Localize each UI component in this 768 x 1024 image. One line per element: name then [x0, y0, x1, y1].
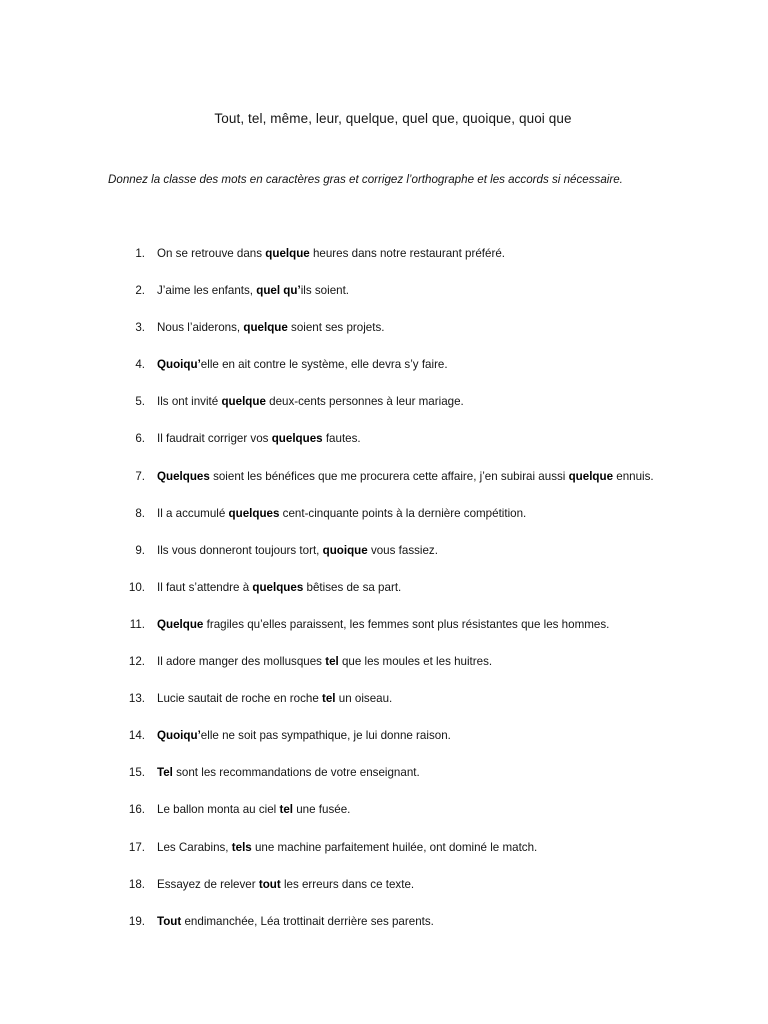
- exercise-number: 15.: [128, 766, 145, 780]
- exercise-number: 18.: [128, 877, 145, 891]
- exercise-item: [0, 542, 768, 579]
- sentence-segment: sont les recommandations de votre enseignant.: [172, 766, 420, 780]
- sentence-segment: soient ses projets.: [287, 321, 385, 335]
- sentence-segment: soient les bénéfices que me procurera cette affaire, j’en subirai aussi: [209, 469, 569, 483]
- sentence-segment: ennuis.: [613, 469, 654, 483]
- exercise-sentence: [157, 356, 448, 374]
- exercise-item: [0, 579, 768, 616]
- exercise-item: [0, 319, 768, 356]
- bold-target-word: tel: [279, 803, 293, 817]
- exercise-item: [0, 653, 768, 690]
- exercise-sentence: [157, 913, 434, 931]
- exercise-item: [0, 690, 768, 727]
- exercise-item: [0, 356, 768, 393]
- exercise-item: [0, 839, 768, 876]
- exercise-sentence: [157, 430, 361, 448]
- sentence-segment: elle ne soit pas sympathique, je lui donne raison.: [200, 729, 451, 743]
- bold-target-word: Quelque: [157, 617, 204, 631]
- sentence-segment: J’aime les enfants,: [157, 284, 257, 298]
- exercise-item: [0, 764, 768, 801]
- sentence-segment: Ils vous donneront toujours tort,: [157, 543, 323, 557]
- exercise-sentence: [157, 245, 505, 263]
- bold-target-word: quelque: [221, 395, 266, 409]
- exercise-item: [0, 913, 768, 950]
- sentence-segment: Il faut s’attendre à: [157, 580, 253, 594]
- exercise-sentence: [157, 579, 401, 597]
- bold-target-word: quelque: [265, 247, 310, 260]
- exercise-item: [0, 505, 768, 542]
- exercise-number: 13.: [128, 692, 145, 706]
- bold-target-word: tel: [325, 655, 339, 669]
- exercise-item: [0, 801, 768, 838]
- exercise-item: [0, 245, 768, 282]
- document-title: Tout, tel, même, leur, quelque, quel que, quoique, quoi que: [214, 111, 572, 126]
- exercise-number: 9.: [135, 543, 145, 557]
- exercise-number: 17.: [128, 840, 145, 854]
- exercise-item: [0, 876, 768, 913]
- exercise-number: 10.: [128, 580, 145, 594]
- exercise-item: [0, 282, 768, 319]
- bold-target-word: quelques: [252, 580, 304, 594]
- exercise-sentence: [157, 542, 438, 560]
- exercise-list: [0, 245, 768, 950]
- bold-target-word: quelque: [243, 321, 288, 335]
- exercise-number: 2.: [135, 284, 145, 298]
- sentence-segment: un oiseau.: [335, 692, 393, 706]
- exercise-number: 5.: [135, 395, 145, 409]
- instructions-text: Donnez la classe des mots en caractères gras et corrigez l’orthographe et les accords si nécessaire.: [108, 173, 623, 186]
- exercise-sentence: [157, 616, 609, 634]
- bold-target-word: quelques: [228, 506, 280, 520]
- sentence-segment: que les moules et les huitres.: [338, 655, 493, 669]
- exercise-sentence: [157, 839, 537, 857]
- exercise-item: [0, 727, 768, 764]
- bold-target-word: quoique: [322, 543, 368, 557]
- exercise-number: 19.: [128, 914, 145, 928]
- bold-target-word: Quoiqu’: [157, 358, 201, 372]
- sentence-segment: Le ballon monta au ciel: [157, 803, 280, 817]
- bold-target-word: Tout: [157, 914, 182, 928]
- sentence-segment: heures dans notre restaurant préféré.: [309, 247, 506, 260]
- sentence-segment: Les Carabins,: [157, 840, 232, 854]
- exercise-sentence: [157, 690, 392, 708]
- sentence-segment: Essayez de relever: [157, 877, 259, 891]
- bold-target-word: tels: [231, 840, 252, 854]
- exercise-sentence: [157, 801, 350, 819]
- bold-target-word: tout: [258, 877, 281, 891]
- bold-target-word: Quelques: [157, 469, 210, 483]
- exercise-sentence: [157, 319, 384, 337]
- sentence-segment: fragiles qu’elles paraissent, les femmes sont plus résistantes que les hommes.: [203, 617, 610, 631]
- exercise-item: [0, 616, 768, 653]
- bold-target-word: Quoiqu’: [157, 729, 201, 743]
- sentence-segment: fautes.: [322, 432, 361, 446]
- exercise-number: 8.: [135, 506, 145, 520]
- sentence-segment: cent-cinquante points à la dernière compétition.: [279, 506, 527, 520]
- exercise-sentence: [157, 393, 464, 411]
- sentence-segment: ils soient.: [300, 284, 350, 298]
- bold-target-word: Tel: [157, 766, 173, 780]
- exercise-sentence: [157, 727, 451, 745]
- exercise-sentence: [157, 468, 654, 486]
- sentence-segment: endimanchée, Léa trottinait derrière ses parents.: [181, 914, 434, 928]
- sentence-segment: Lucie sautait de roche en roche: [157, 692, 322, 706]
- sentence-segment: vous fassiez.: [367, 543, 438, 557]
- exercise-number: 16.: [128, 803, 145, 817]
- exercise-number: 6.: [135, 432, 145, 446]
- exercise-sentence: [157, 282, 349, 300]
- sentence-segment: Ils ont invité: [157, 395, 222, 409]
- exercise-sentence: [157, 764, 420, 782]
- sentence-segment: Il adore manger des mollusques: [157, 655, 326, 669]
- bold-target-word: quel qu’: [256, 284, 301, 298]
- sentence-segment: Il a accumulé: [157, 506, 229, 520]
- exercise-number: 7.: [135, 469, 145, 483]
- exercise-number: 4.: [135, 358, 145, 372]
- sentence-segment: Nous l’aiderons,: [157, 321, 244, 335]
- exercise-item: [0, 468, 768, 505]
- exercise-number: 11.: [129, 617, 145, 631]
- exercise-number: 12.: [128, 655, 145, 669]
- sentence-segment: une machine parfaitement huilée, ont dominé le match.: [251, 840, 538, 854]
- exercise-sentence: [157, 505, 526, 523]
- sentence-segment: les erreurs dans ce texte.: [280, 877, 415, 891]
- exercise-number: 3.: [135, 321, 145, 335]
- sentence-segment: une fusée.: [293, 803, 351, 817]
- bold-target-word: quelque: [568, 469, 614, 483]
- exercise-number: 1.: [135, 247, 145, 260]
- exercise-sentence: [157, 653, 492, 671]
- exercise-item: [0, 393, 768, 430]
- sentence-segment: deux-cents personnes à leur mariage.: [265, 395, 464, 409]
- exercise-number: 14.: [128, 729, 145, 743]
- sentence-segment: bêtises de sa part.: [303, 580, 402, 594]
- sentence-segment: On se retrouve dans: [157, 247, 266, 260]
- sentence-segment: elle en ait contre le système, elle devra s’y faire.: [200, 358, 448, 372]
- sentence-segment: Il faudrait corriger vos: [157, 432, 272, 446]
- exercise-sentence: [157, 876, 414, 894]
- exercise-item: [0, 430, 768, 467]
- bold-target-word: tel: [322, 692, 336, 706]
- bold-target-word: quelques: [271, 432, 323, 446]
